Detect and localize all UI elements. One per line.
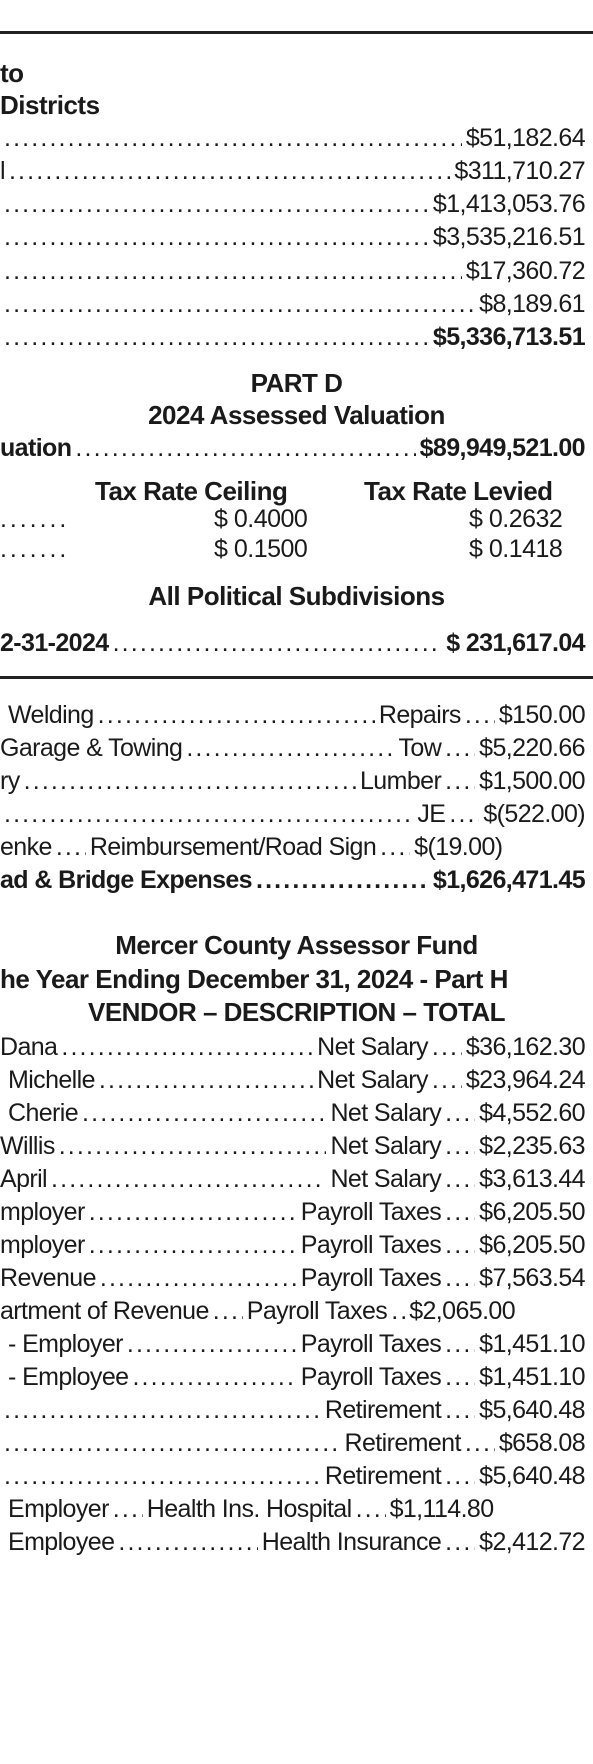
expense-row: . . . JE . . . $(522.00) — [0, 799, 585, 829]
heading-line-2: Districts — [0, 90, 100, 120]
tax-rate-levied: $ 0.1418 — [469, 535, 563, 563]
leader-dots: . . . . . . . — [0, 505, 65, 533]
assessor-row: . . . Retirement . . . $5,640.48 — [0, 1461, 585, 1491]
tax-rate-levied-header: Tax Rate Levied — [364, 476, 553, 506]
expense-total: $(522.00) — [483, 800, 585, 828]
row-total: $36,162.30 — [465, 1033, 585, 1061]
row-total: $7,563.54 — [479, 1264, 585, 1292]
amount: $17,360.72 — [465, 257, 585, 285]
assessor-row: . . . Retirement . . . $5,640.48 — [0, 1395, 585, 1425]
row-total: $23,964.24 — [465, 1066, 585, 1094]
distribution-row — [0, 189, 585, 219]
part-d-subtitle: 2024 Assessed Valuation — [148, 400, 445, 430]
row-total: $1,114.80 — [389, 1495, 494, 1523]
assessor-row: April . . . Net Salary . . . $3,613.44 — [0, 1164, 585, 1194]
amount: $3,535,216.51 — [432, 223, 585, 251]
assessor-fund-subtitle: he Year Ending December 31, 2024 - Part H — [0, 964, 508, 994]
leader-dots: . . . . . . . — [0, 535, 65, 563]
expense-total: $1,500.00 — [479, 767, 585, 795]
distribution-total-row — [0, 322, 585, 352]
expense-total: $150.00 — [498, 701, 585, 729]
total-amount: $5,336,713.51 — [432, 323, 585, 351]
assessor-row: Employee . . . Health Insurance . . . $2,412.72 — [0, 1527, 585, 1557]
amount: $311,710.27 — [454, 157, 585, 185]
subdivisions-title: All Political Subdivisions — [148, 581, 445, 611]
expense-row: Welding . . . Repairs . . . $150.00 — [0, 700, 585, 730]
distribution-row — [0, 222, 585, 252]
tax-rate-ceiling: $ 0.4000 — [214, 505, 308, 533]
assessor-row: Michelle . . . Net Salary . . . $23,964.24 — [0, 1065, 585, 1095]
assessed-valuation-row: uation . . . $89,949,521.00 — [0, 433, 585, 463]
expense-row: ry . . . Lumber . . . $1,500.00 — [0, 766, 585, 796]
road-expenses-total: $1,626,471.45 — [432, 866, 585, 894]
tax-rate-ceiling-header: Tax Rate Ceiling — [95, 476, 288, 506]
amount: $8,189.61 — [479, 290, 585, 318]
assessor-row: artment of Revenue . . . Payroll Taxes . . . $2,065.00 — [0, 1296, 585, 1326]
row-total: $658.08 — [498, 1429, 585, 1457]
assessor-row: mployer . . . Payroll Taxes . . . $6,205.50 — [0, 1230, 585, 1260]
part-d-title: PART D — [250, 368, 343, 398]
row-total: $1,451.10 — [479, 1330, 585, 1358]
distribution-row — [0, 256, 585, 286]
row-total: $4,552.60 — [479, 1099, 585, 1127]
distribution-row — [0, 289, 585, 319]
amount: $51,182.64 — [465, 124, 585, 152]
row-total: $6,205.50 — [479, 1198, 585, 1226]
assessor-row: - Employer . . . Payroll Taxes . . . $1,451.10 — [0, 1329, 585, 1359]
heading-line-1: to — [0, 58, 24, 88]
row-total: $5,640.48 — [479, 1396, 585, 1424]
road-expenses-total-row: ad & Bridge Expenses . . . $1,626,471.45 — [0, 865, 585, 895]
assessor-row: Willis . . . Net Salary . . . $2,235.63 — [0, 1131, 585, 1161]
row-total: $2,235.63 — [479, 1132, 585, 1160]
row-total: $3,613.44 — [479, 1165, 585, 1193]
assessor-row: Revenue . . . Payroll Taxes . . . $7,563.54 — [0, 1263, 585, 1293]
assessor-row: Cherie . . . Net Salary . . . $4,552.60 — [0, 1098, 585, 1128]
tax-rate-ceiling: $ 0.1500 — [214, 535, 308, 563]
assessor-row: - Employee . . . Payroll Taxes . . . $1,451.10 — [0, 1362, 585, 1392]
amount: $1,413,053.76 — [432, 190, 585, 218]
row-total: $2,065.00 — [409, 1297, 516, 1325]
valuation-amount: $89,949,521.00 — [419, 434, 585, 462]
row-total: $6,205.50 — [479, 1231, 585, 1259]
assessor-row: Employer . . . Health Ins. Hospital . . . $1,114.80 — [0, 1494, 585, 1524]
expense-row: Garage & Towing . . . Tow . . . $5,220.66 — [0, 733, 585, 763]
balance-row: 2-31-2024 . . . $ 231,617.04 — [0, 628, 585, 658]
assessor-row: . . . Retirement . . . $658.08 — [0, 1428, 585, 1458]
section-rule — [0, 676, 593, 679]
expense-total: $(19.00) — [414, 833, 503, 861]
balance-amount: $ 231,617.04 — [446, 629, 585, 657]
top-rule — [0, 31, 593, 34]
expense-row: enke . . . Reimbursement/Road Sign . . . $(19.00) — [0, 832, 585, 862]
row-total: $5,640.48 — [479, 1462, 585, 1490]
distribution-row: l . . . $311,710.27 — [0, 156, 585, 186]
assessor-row: Dana . . . Net Salary . . . $36,162.30 — [0, 1032, 585, 1062]
assessor-fund-title: Mercer County Assessor Fund — [115, 930, 478, 960]
expense-total: $5,220.66 — [479, 734, 585, 762]
column-headers: VENDOR – DESCRIPTION – TOTAL — [88, 997, 505, 1027]
row-total: $1,451.10 — [479, 1363, 585, 1391]
tax-rate-levied: $ 0.2632 — [469, 505, 563, 533]
row-total: $2,412.72 — [479, 1528, 585, 1556]
distribution-row — [0, 123, 585, 153]
assessor-row: mployer . . . Payroll Taxes . . . $6,205.50 — [0, 1197, 585, 1227]
